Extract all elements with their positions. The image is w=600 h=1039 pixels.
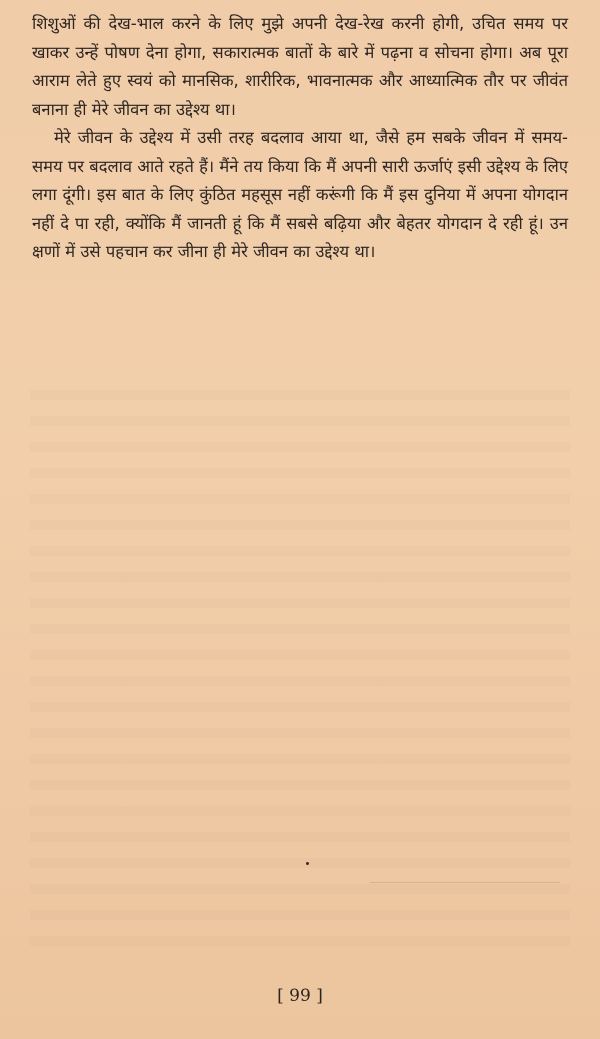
show-through-text <box>30 390 570 950</box>
body-text <box>32 10 568 267</box>
ink-speck <box>306 862 309 865</box>
page-number: [ 99 ] <box>277 986 323 1006</box>
show-through-footnote-rule <box>370 882 560 883</box>
paragraph-2: मेरे जीवन के उद्देश्य में उसी तरह बदलाव आया था, जैसे हम सबके जीवन में समय-समय पर बदलाव आते रहते हैं। मैंने तय किया कि मैं अपनी सारी ऊर्जाएं इसी उद्देश्य के लिए लगा दूंगी। इस बात के लिए कुंठित महसूस नहीं करूंगी कि मैं इस दुनिया में अपना योगदान नहीं दे पा रही, क्योंकि मैं जानती हूं कि मैं सबसे बढ़िया और बेहतर योगदान दे रही हूं। उन क्षणों में उसे पहचान कर जीना ही मेरे जीवन का उद्देश्य था। <box>32 128 568 261</box>
paragraph-1: शिशुओं की देख-भाल करने के लिए मुझे अपनी देख-रेख करनी होगी, उचित समय पर खाकर उन्हें पोषण देना होगा, सकारात्मक बातों के बारे में पढ़ना व सोचना होगा। अब पूरा आराम लेते हुए स्वयं को मानसिक, शारीरिक, भावनात्मक और आध्यात्मिक तौर पर जीवंत बनाना ही मेरे जीवन का उद्देश्य था। <box>32 14 568 119</box>
